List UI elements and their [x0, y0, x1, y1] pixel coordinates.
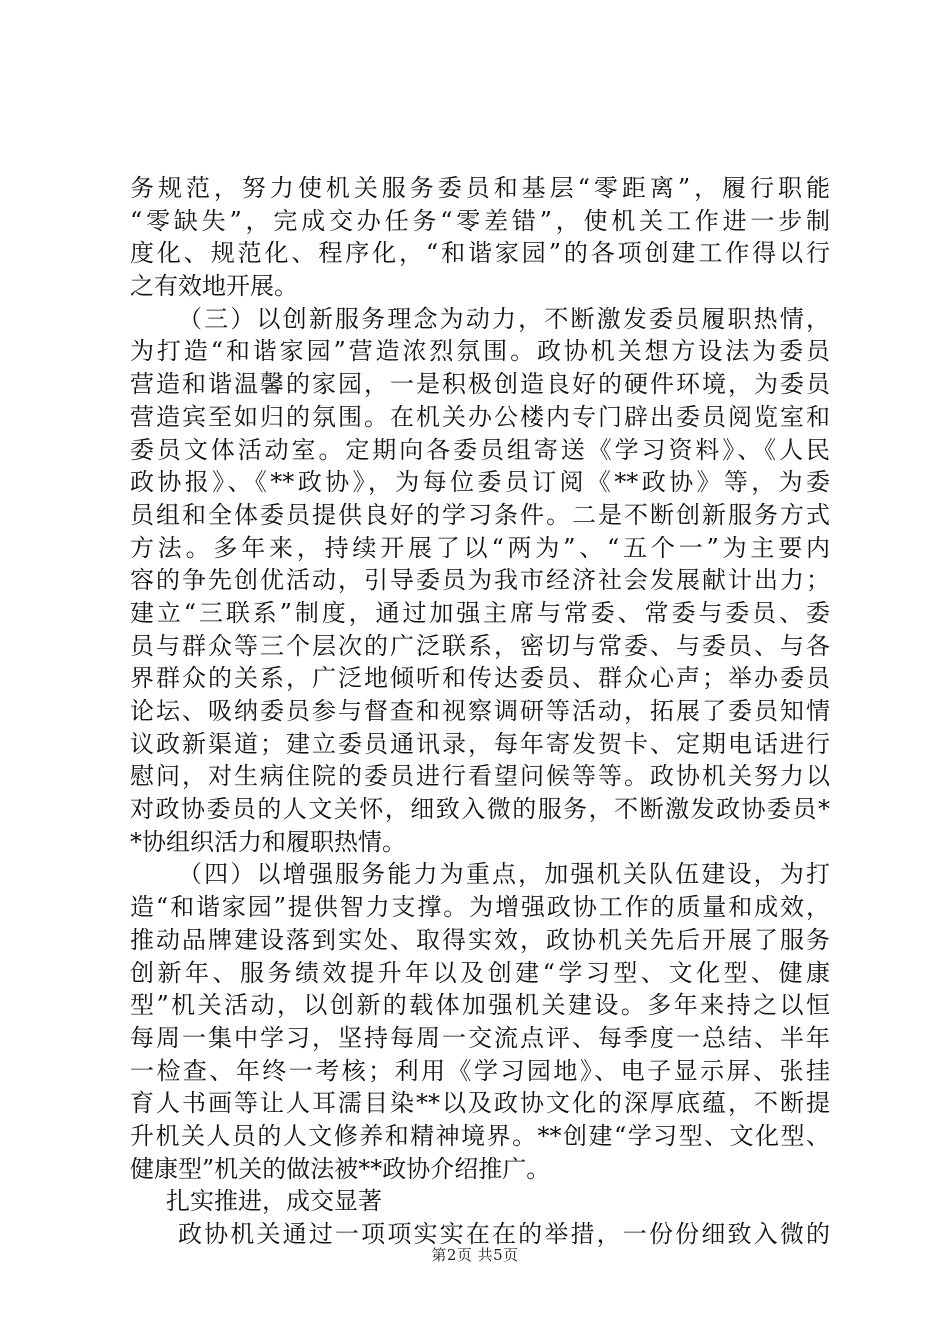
- heading-text: 扎实推进，成交显著: [166, 1187, 382, 1216]
- text-line: 论坛、吸纳委员参与督查和视察调研等活动，拓展了委员知情: [130, 697, 830, 725]
- text-line: （三）以创新服务理念为动力，不断激发委员履职热情，: [178, 304, 830, 333]
- text-line: *协组织活力和履职热情。: [130, 827, 406, 856]
- text-line: 一检查、年终一考核；利用《学习园地》、电子显示屏、张挂: [130, 1056, 830, 1085]
- text-line: 慰问，对生病住院的委员进行看望问候等等。政协机关努力以: [130, 762, 830, 791]
- text-line: “零缺失”，完成交办任务“零差错”，使机关工作进一步制: [130, 206, 830, 235]
- text-line: 政协机关通过一项项实实在在的举措，一份份细致入微的: [178, 1220, 830, 1248]
- text-line: 创新年、服务绩效提升年以及创建“学习型、文化型、健康: [130, 958, 830, 987]
- text-line: 员与群众等三个层次的广泛联系，密切与常委、与委员、与各: [130, 631, 830, 660]
- body-text: [130, 172, 830, 1251]
- text-line: 建立“三联系”制度，通过加强主席与常委、常委与委员、委: [130, 598, 830, 627]
- text-line: 度化、规范化、程序化，“和谐家园”的各项创建工作得以行: [130, 239, 830, 268]
- text-line: （四）以增强服务能力为重点，加强机关队伍建设，为打: [178, 860, 830, 889]
- text-line: 升机关人员的人文修养和精神境界。**创建“学习型、文化型、: [130, 1121, 830, 1150]
- text-line: 每周一集中学习，坚持每周一交流点评、每季度一总结、半年: [130, 1023, 830, 1052]
- paragraph-section-four: [130, 858, 830, 1185]
- text-line: 政协报》、《**政协》，为每位委员订阅《**政协》等，为委: [130, 468, 830, 497]
- text-line: 造“和谐家园”提供智力支撑。为增强政协工作的质量和成效，: [130, 893, 830, 922]
- text-line: 育人书画等让人耳濡目染**以及政协文化的深厚底蕴，不断提: [130, 1089, 830, 1118]
- text-line: 委员文体活动室。定期向各委员组寄送《学习资料》、《人民: [130, 435, 830, 464]
- text-line: 营造宾至如归的氛围。在机关办公楼内专门辟出委员阅览室和: [130, 402, 830, 431]
- text-line: 界群众的关系，广泛地倾听和传达委员、群众心声；举办委员: [130, 664, 830, 693]
- text-line: 健康型”机关的做法被**政协介绍推广。: [130, 1154, 551, 1183]
- text-line: 容的争先创优活动，引导委员为我市经济社会发展献计出力；: [130, 566, 830, 595]
- text-line: 型”机关活动，以创新的载体加强机关建设。多年来持之以恒: [130, 991, 830, 1020]
- paragraph-continuation: [130, 172, 830, 303]
- text-line: 之有效地开展。: [130, 272, 298, 301]
- text-line: 员组和全体委员提供良好的学习条件。二是不断创新服务方式: [130, 500, 830, 529]
- paragraph-section-three: [130, 303, 830, 859]
- section-heading: [130, 1185, 830, 1218]
- text-line: 方法。多年来，持续开展了以“两为”、“五个一”为主要内: [130, 533, 830, 562]
- text-line: 务规范，努力使机关服务委员和基层“零距离”，履行职能: [130, 174, 830, 202]
- page-number-footer: 第2页 共5页: [431, 1246, 519, 1264]
- text-line: 营造和谐温馨的家园，一是积极创造良好的硬件环境，为委员: [130, 370, 830, 399]
- text-line: 对政协委员的人文关怀，细致入微的服务，不断激发政协委员*: [130, 795, 830, 824]
- text-line: 议政新渠道；建立委员通讯录，每年寄发贺卡、定期电话进行: [130, 729, 830, 758]
- text-line: 推动品牌建设落到实处、取得实效，政协机关先后开展了服务: [130, 925, 830, 954]
- text-line: 为打造“和谐家园”营造浓烈氛围。政协机关想方设法为委员: [130, 337, 830, 366]
